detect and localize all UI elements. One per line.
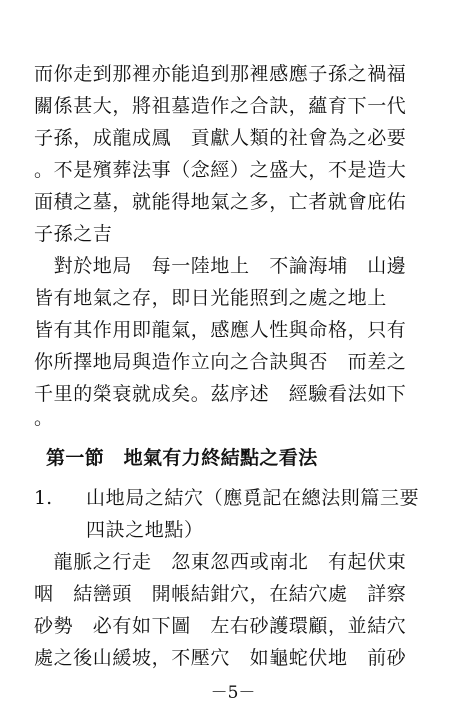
paragraph-3-line-3: 砂勢 必有如下圖 左右砂護環顧，並結穴 bbox=[34, 615, 407, 637]
paragraph-2-line-4: 你所擇地局與造作立向之合訣與否 而差之 bbox=[34, 351, 407, 373]
paragraph-2-line-1: 對於地局 每一陸地上 不論海埔 山邊 bbox=[34, 255, 407, 277]
section-heading: 第一節 地氣有力終結點之看法 bbox=[46, 447, 318, 469]
paragraph-3-line-4: 處之後山緩坡，不壓穴 如龜蛇伏地 前砂 bbox=[34, 647, 407, 669]
paragraph-3-line-2: 咽 結巒頭 開帳結鉗穴，在結穴處 詳察 bbox=[34, 583, 407, 605]
page-number: －5－ bbox=[210, 683, 256, 703]
paragraph-1-line-5: 面積之墓，就能得地氣之多，亡者就會庇佑 bbox=[34, 191, 407, 213]
paragraph-1-line-1: 而你走到那裡亦能追到那裡感應子孫之禍福 bbox=[34, 63, 407, 85]
list-item-1-number: 1. bbox=[34, 487, 53, 509]
paragraph-1-line-2: 關係甚大，將祖墓造作之合訣，蘊育下一代 bbox=[34, 95, 407, 117]
paragraph-2-line-6: 。 bbox=[34, 407, 54, 429]
list-item-1-line-1: 山地局之結穴（應覓記在總法則篇三要 bbox=[86, 487, 420, 509]
paragraph-2-line-2: 皆有地氣之存，即日光能照到之處之地上 bbox=[34, 287, 387, 309]
paragraph-2-line-3: 皆有其作用即龍氣，感應人性與命格，只有 bbox=[34, 319, 407, 341]
list-item-1-line-2: 四訣之地點） bbox=[86, 519, 204, 541]
paragraph-1-line-3: 子孫，成龍成鳳 貢獻人類的社會為之必要 bbox=[34, 127, 407, 149]
paragraph-1-line-4: 。不是殯葬法事（念經）之盛大，不是造大 bbox=[34, 159, 407, 181]
paragraph-3-line-1: 龍脈之行走 忽東忽西或南北 有起伏束 bbox=[34, 551, 407, 573]
paragraph-2-line-5: 千里的榮衰就成矣。茲序述 經驗看法如下 bbox=[34, 383, 407, 405]
paragraph-1-line-6: 子孫之吉 bbox=[34, 223, 113, 245]
